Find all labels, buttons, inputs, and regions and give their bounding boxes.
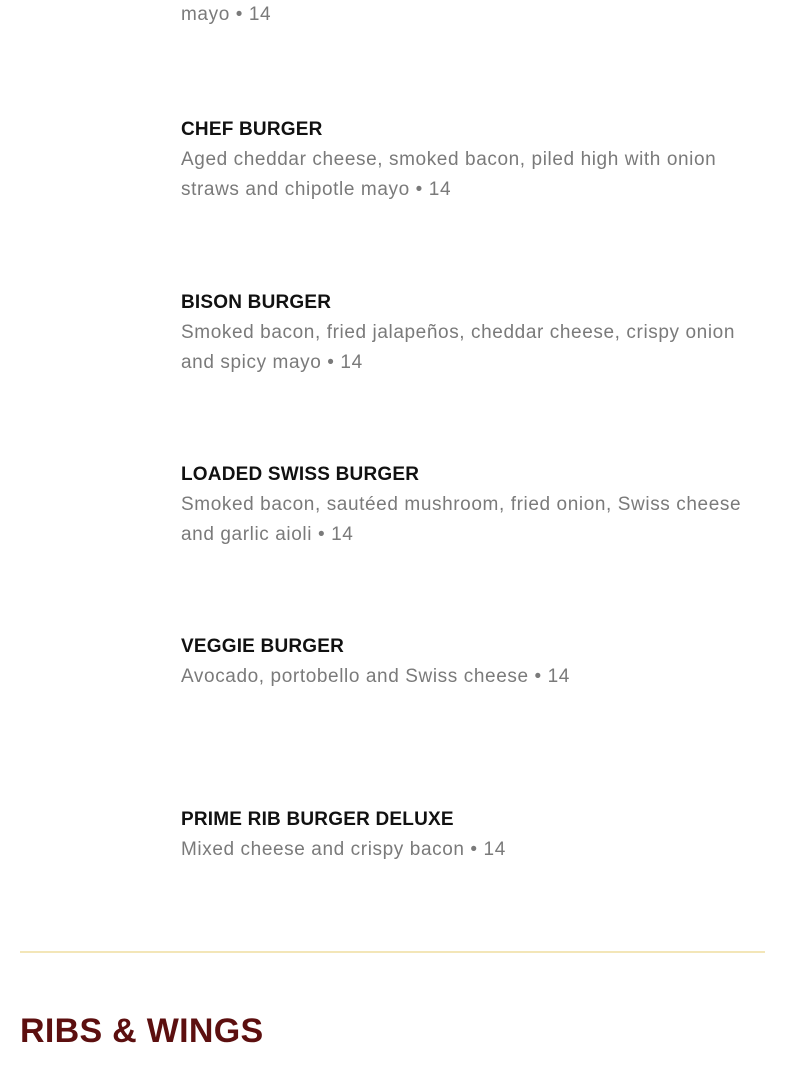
menu-item-name: VEGGIE BURGER: [181, 636, 345, 657]
menu-item-veggie-burger: [181, 635, 761, 692]
menu-item-description: Mixed cheese and crispy bacon • 14: [181, 839, 506, 860]
menu-item-description: Aged cheddar cheese, smoked bacon, piled high with onion straws and chipotle mayo • 14: [181, 149, 717, 200]
section-divider: [20, 951, 765, 953]
menu-item-description: Smoked bacon, sautéed mushroom, fried onion, Swiss cheese and garlic aioli • 14: [181, 494, 742, 545]
menu-item-prime-rib-burger-deluxe: [181, 808, 761, 865]
menu-item-name: LOADED SWISS BURGER: [181, 464, 420, 485]
menu-item-loaded-swiss-burger: [181, 463, 761, 550]
previous-item-description-fragment: mayo • 14: [181, 4, 272, 25]
menu-item-name: CHEF BURGER: [181, 119, 323, 140]
menu-item-description: Smoked bacon, fried jalapeños, cheddar cheese, crispy onion and spicy mayo • 14: [181, 322, 735, 373]
menu-item-chef-burger: [181, 118, 761, 205]
menu-item-bison-burger: [181, 291, 761, 378]
section-title: RIBS & WINGS: [20, 1012, 264, 1050]
menu-item-description: Avocado, portobello and Swiss cheese • 14: [181, 666, 570, 687]
menu-item-name: BISON BURGER: [181, 292, 332, 313]
menu-item-name: PRIME RIB BURGER DELUXE: [181, 809, 454, 830]
